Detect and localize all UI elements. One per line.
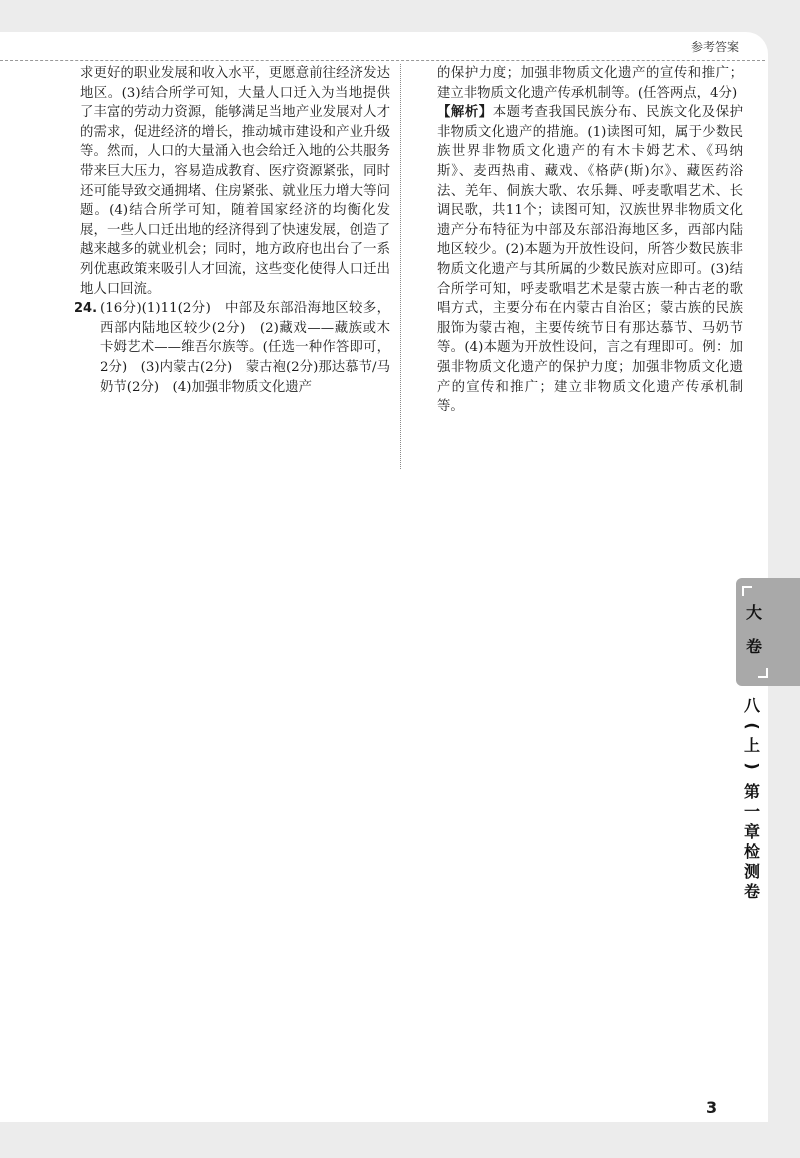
analysis-text: 本题考查我国民族分布、民族文化及保护非物质文化遗产的措施。(1)读图可知，属于少数民族世界非物质文化遗产的有木卡姆艺术、《玛纳斯》、麦西热甫、藏戏、《格萨(斯)尔》、藏医药浴法、羌年、侗族大歌、农乐舞、呼麦歌唱艺术、长调民歌，共11个；读图可知，汉族世界非物质文化遗产分布特征为中部及东部沿海地区多，西部内陆地区较少。(2)本题为开放性设问，所答少数民族非物质文化遗产与其所属的少数民族对应即可。(3)结合所学可知，呼麦歌唱艺术是蒙古族一种古老的歌唱方式，主要分布在内蒙古自治区；蒙古族的民族服饰为蒙古袍，主要传统节日有那达慕节、马奶节等。(4)本题为开放性设问，言之有理即可。例：加强非物质文化遗产的保护力度；加强非物质文化遗产的宣传和推广；建立非物质文化遗产传承机制等。 — [437, 105, 744, 415]
analysis-paragraph — [437, 103, 743, 417]
bracket-corner-icon — [758, 668, 768, 678]
bracket-corner-icon — [742, 586, 752, 596]
analysis-label: 【解析】 — [437, 104, 493, 121]
question-24-answer — [74, 299, 390, 397]
side-tab — [736, 578, 800, 686]
side-tab-char: 卷 — [745, 637, 762, 656]
header-rule — [0, 60, 765, 61]
answer-continuation-right: 的保护力度；加强非物质文化遗产的宣传和推广；建立非物质文化遗产传承机制等。(任答两点，4分) — [437, 66, 743, 101]
question-number: 24. — [74, 301, 98, 317]
side-tab-char: 大 — [745, 603, 762, 622]
side-chapter-label: 八 ( 上 ) 第 一 章 检 测 卷 — [743, 696, 762, 901]
left-column — [74, 64, 390, 397]
answer-continuation: 求更好的职业发展和收入水平，更愿意前往经济发达地区。(3)结合所学可知，大量人口迁入为当地提供了丰富的劳动力资源，能够满足当地产业发展对人才的需求，促进经济的增长，推动城市建设和产业升级等。然而，人口的大量涌入也会给迁入地的公共服务带来巨大压力，容易造成教育、医疗资源紧张，同时还可能导致交通拥堵、住房紧张、就业压力增大等问题。(4)结合所学可知，随着国家经济的均衡化发展，一些人口迁出地的经济得到了快速发展，创造了越来越多的就业机会；同时，地方政府也出台了一系列优惠政策来吸引人才回流，这些变化使得人口迁出地人口回流。 — [80, 66, 390, 297]
page-header: 参考答案 — [690, 40, 739, 54]
question-24-text: (16分)(1)11(2分) 中部及东部沿海地区较多，西部内陆地区较少(2分) (2)藏戏——藏族或木卡姆艺术——维吾尔族等。(任选一种作答即可，2分) (3)内蒙古(2分) 蒙古袍(2分)那达慕节/马奶节(2分) (4)加强非物质文化遗产 — [100, 301, 390, 395]
right-column — [437, 64, 743, 417]
column-divider — [400, 64, 401, 469]
page-number: 3 — [706, 1098, 718, 1117]
